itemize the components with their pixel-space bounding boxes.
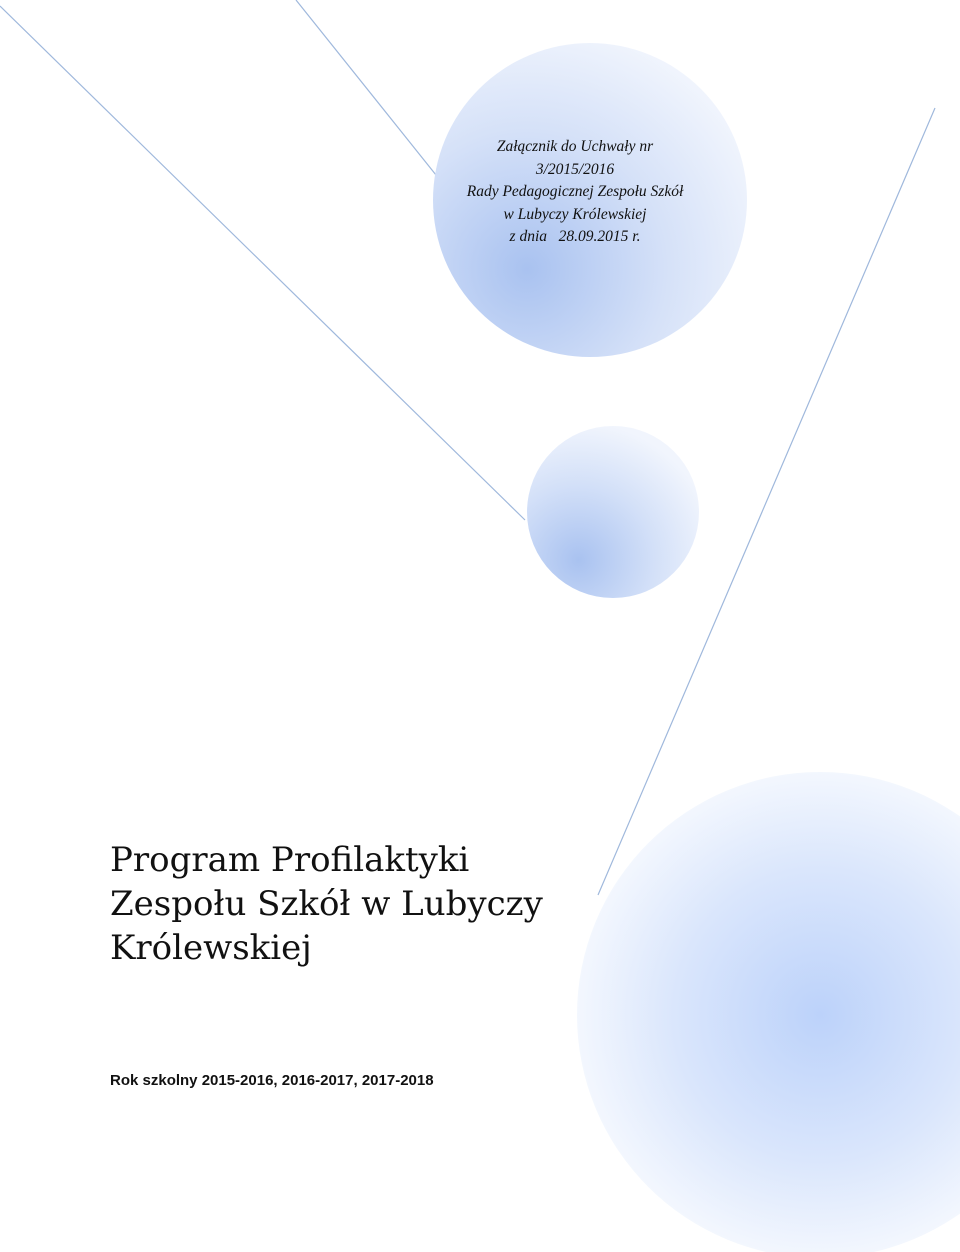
annex-note [440, 136, 710, 249]
school-year-label: Rok szkolny 2015-2016, 2016-2017, 2017-2018 [110, 1072, 434, 1089]
title-line: Królewskiej [110, 928, 312, 968]
annex-line: w Lubyczy Królewskiej [503, 205, 647, 223]
annex-line: Załącznik do Uchwały nr [496, 138, 654, 155]
document-title [110, 838, 590, 970]
diagonal-line-top [296, 0, 440, 180]
annex-line: Rady Pedagogicznej Zespołu Szkół [466, 183, 684, 200]
large-circle-bottom [577, 772, 960, 1252]
title-line: Zespołu Szkół w Lubyczy [110, 884, 543, 924]
annex-line: 3/2015/2016 [535, 160, 615, 178]
annex-line: z dnia 28.09.2015 r. [509, 228, 641, 245]
small-circle-middle [527, 426, 699, 598]
title-line: Program Profilaktyki [110, 840, 470, 880]
